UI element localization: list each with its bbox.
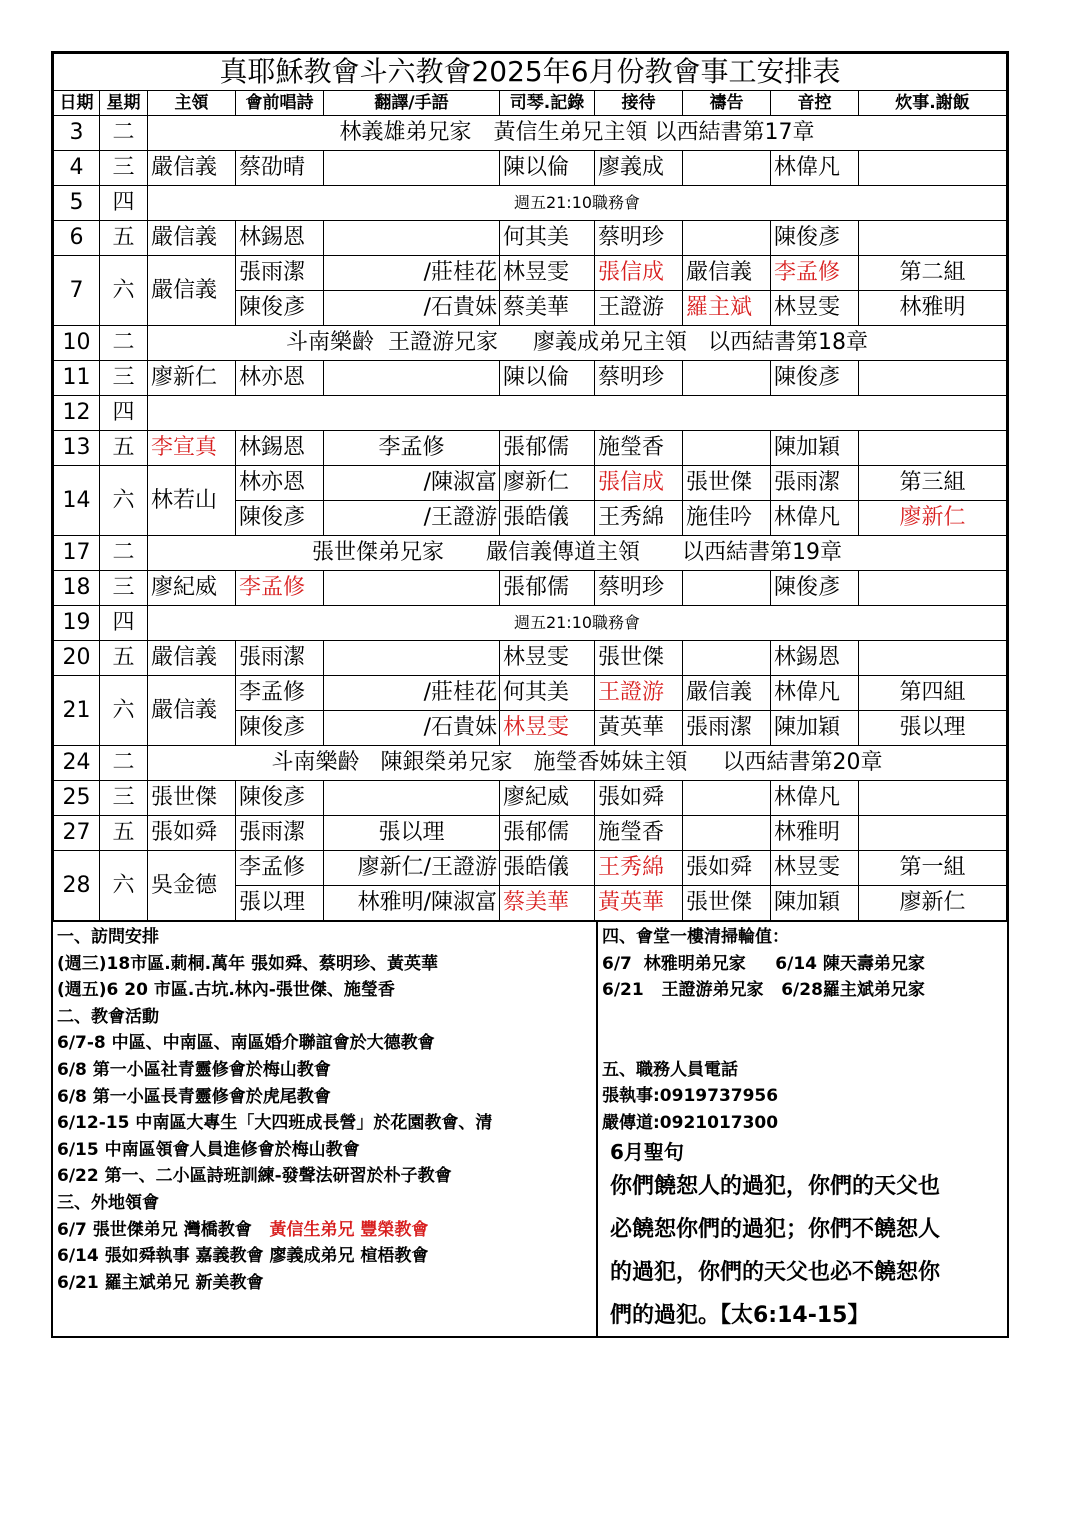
table-row [54,816,1007,851]
usher-cell: 施瑩香 [595,431,683,466]
song-cell: 李孟修 [236,676,324,711]
notes-right-panel [598,922,1007,1336]
prayer-cell: 嚴信義 [683,676,771,711]
prayer-cell [683,151,771,186]
table-row [54,606,1007,641]
sound-cell: 陳加穎 [771,886,859,921]
translation-cell [324,151,500,186]
piano-cell: 張皓儀 [500,851,595,886]
piano-cell: 廖新仁 [500,466,595,501]
external-lead-item: 6/21 羅主斌弟兄 新美教會 [57,1272,264,1293]
day-cell: 五 [100,641,148,676]
external-lead-item [57,1217,596,1244]
col-header-leader: 主領 [148,91,236,116]
usher-cell: 施瑩香 [595,816,683,851]
leader-cell: 李宣真 [148,431,236,466]
prayer-cell [683,781,771,816]
date-cell: 21 [54,676,100,746]
external-lead-text: 6/7 張世傑弟兄 灣橋教會 [57,1219,252,1240]
cooking-cell: 第一組 [859,851,1007,886]
prayer-cell [683,361,771,396]
cooking-cell: 廖新仁 [859,501,1007,536]
leader-cell: 嚴信義 [148,676,236,746]
cooking-cell: 第二組 [859,256,1007,291]
usher-cell: 蔡明珍 [595,221,683,256]
note-cell: 斗南樂齡 陳銀榮弟兄家 施瑩香姊妹主領 以西結書第20章 [148,746,1007,781]
day-cell: 五 [100,221,148,256]
piano-cell: 陳以倫 [500,151,595,186]
song-cell: 張雨潔 [236,256,324,291]
piano-cell: 林昱雯 [500,256,595,291]
usher-cell: 王證游 [595,291,683,326]
usher-cell: 王證游 [595,676,683,711]
prayer-cell: 張世傑 [683,886,771,921]
translation-cell [324,221,500,256]
notes-left-panel [53,922,598,1336]
cooking-cell [859,641,1007,676]
table-row [54,151,1007,186]
activity-item: 6/22 第一、二小區詩班訓練-發聲法研習於朴子教會 [57,1166,452,1187]
table-row [54,116,1007,151]
cooking-cell: 林雅明 [859,291,1007,326]
sound-cell: 林偉凡 [771,501,859,536]
day-cell: 二 [100,326,148,361]
table-row [54,431,1007,466]
cooking-cell: 第四組 [859,676,1007,711]
sound-cell: 陳俊彥 [771,571,859,606]
visit-item: (週五)6 20 市區.古坑.林內-張世傑、施瑩香 [57,980,395,1001]
phone-item: 張執事:0919737956 [602,1086,779,1107]
song-cell: 張雨潔 [236,816,324,851]
leader-cell: 張世傑 [148,781,236,816]
date-cell: 24 [54,746,100,781]
prayer-cell [683,816,771,851]
table-row [54,571,1007,606]
date-cell: 27 [54,816,100,851]
date-cell: 3 [54,116,100,151]
translation-cell: /莊桂花 [324,256,500,291]
col-header-cooking: 炊事.謝飯 [859,91,1007,116]
col-header-prayer: 禱告 [683,91,771,116]
date-cell: 20 [54,641,100,676]
cooking-cell [859,816,1007,851]
usher-cell: 蔡明珍 [595,361,683,396]
prayer-cell: 嚴信義 [683,256,771,291]
note-cell: 林義雄弟兄家 黃信生弟兄主領 以西結書第17章 [148,116,1007,151]
table-row [54,186,1007,221]
activity-item: 6/8 第一小區長青靈修會於虎尾教會 [57,1086,331,1107]
usher-cell: 張如舜 [595,781,683,816]
visit-title: 一、訪問安排 [57,927,159,947]
piano-cell: 林昱雯 [500,641,595,676]
day-cell: 四 [100,186,148,221]
leader-cell: 嚴信義 [148,256,236,326]
sound-cell: 林偉凡 [771,676,859,711]
sound-cell: 陳俊彥 [771,221,859,256]
prayer-cell [683,641,771,676]
cooking-cell: 廖新仁 [859,886,1007,921]
usher-cell: 廖義成 [595,151,683,186]
cooking-cell [859,151,1007,186]
date-cell: 10 [54,326,100,361]
external-lead-highlight: 黃信生弟兄 豐榮教會 [269,1219,429,1240]
usher-cell: 黃英華 [595,886,683,921]
cooking-cell [859,781,1007,816]
date-cell: 4 [54,151,100,186]
day-cell: 三 [100,361,148,396]
day-cell: 四 [100,606,148,641]
verse-line: 們的過犯。【太6:14-15】 [610,1303,870,1329]
notes-section [53,921,1007,1336]
leader-cell: 嚴信義 [148,221,236,256]
date-cell: 14 [54,466,100,536]
song-cell: 陳俊彥 [236,711,324,746]
translation-cell: /石貴妹 [324,711,500,746]
note-cell: 張世傑弟兄家 嚴信義傳道主領 以西結書第19章 [148,536,1007,571]
schedule-table [53,53,1007,921]
usher-cell: 張信成 [595,256,683,291]
sound-cell: 林偉凡 [771,781,859,816]
song-cell: 李孟修 [236,851,324,886]
piano-cell: 蔡美華 [500,291,595,326]
phone-title: 五、職務人員電話 [602,1059,738,1080]
activity-item: 6/15 中南區領會人員進修會於梅山教會 [57,1139,360,1160]
translation-cell: /莊桂花 [324,676,500,711]
page-title: 真耶穌教會斗六教會2025年6月份教會事工安排表 [54,54,1007,91]
activity-item: 6/12-15 中南區大專生「大四班成長營」於花園教會、清 [57,1113,493,1134]
prayer-cell [683,431,771,466]
translation-cell [324,641,500,676]
song-cell: 林錫恩 [236,431,324,466]
piano-cell: 張皓儀 [500,501,595,536]
usher-cell: 王秀綿 [595,851,683,886]
song-cell: 陳俊彥 [236,781,324,816]
date-cell: 18 [54,571,100,606]
day-cell: 六 [100,256,148,326]
verse-line: 你們饒恕人的過犯，你們的天父也 [610,1174,941,1200]
translation-cell: /石貴妹 [324,291,500,326]
sound-cell: 張雨潔 [771,466,859,501]
cooking-cell [859,361,1007,396]
phone-item: 嚴傳道:0921017300 [602,1112,779,1133]
date-cell: 7 [54,256,100,326]
table-row [54,361,1007,396]
date-cell: 17 [54,536,100,571]
cooking-cell [859,221,1007,256]
table-row [54,851,1007,886]
date-cell: 12 [54,396,100,431]
col-header-song: 會前唱詩 [236,91,324,116]
cooking-cell [859,571,1007,606]
note-cell: 週五21:10職務會 [148,186,1007,221]
day-cell: 四 [100,396,148,431]
verse-line: 的過犯，你們的天父也必不饒恕你 [610,1260,941,1286]
day-cell: 三 [100,781,148,816]
table-row [54,221,1007,256]
day-cell: 六 [100,676,148,746]
prayer-cell: 羅主斌 [683,291,771,326]
col-header-translation: 翻譯/手語 [324,91,500,116]
song-cell: 林亦恩 [236,466,324,501]
verse-line: 必饒恕你們的過犯；你們不饒恕人 [610,1217,941,1243]
leader-cell: 廖新仁 [148,361,236,396]
prayer-cell: 張雨潔 [683,711,771,746]
day-cell: 三 [100,151,148,186]
table-row [54,326,1007,361]
sound-cell: 林偉凡 [771,151,859,186]
translation-cell: /王證游 [324,501,500,536]
piano-cell: 林昱雯 [500,711,595,746]
note-cell: 斗南樂齡 王證游兄家 廖義成弟兄主領 以西結書第18章 [148,326,1007,361]
note-cell [148,396,1007,431]
usher-cell: 黃英華 [595,711,683,746]
translation-cell [324,361,500,396]
day-cell: 六 [100,851,148,921]
table-row [54,746,1007,781]
song-cell: 陳俊彥 [236,291,324,326]
activity-title: 二、教會活動 [57,1006,159,1027]
col-header-piano: 司琴.記錄 [500,91,595,116]
date-cell: 28 [54,851,100,921]
prayer-cell [683,571,771,606]
date-cell: 25 [54,781,100,816]
col-header-day: 星期 [100,91,148,116]
translation-cell [324,571,500,606]
day-cell: 二 [100,746,148,781]
table-row [54,536,1007,571]
usher-cell: 張信成 [595,466,683,501]
translation-cell: /陳淑富 [324,466,500,501]
table-row [54,466,1007,501]
sound-cell: 陳加穎 [771,711,859,746]
sound-cell: 陳加穎 [771,431,859,466]
translation-cell: 張以理 [324,816,500,851]
piano-cell: 張郁儒 [500,571,595,606]
song-cell: 林亦恩 [236,361,324,396]
piano-cell: 廖紀威 [500,781,595,816]
col-header-sound: 音控 [771,91,859,116]
leader-cell: 吳金德 [148,851,236,921]
piano-cell: 何其美 [500,221,595,256]
usher-cell: 蔡明珍 [595,571,683,606]
spacer [602,1004,1007,1057]
day-cell: 二 [100,536,148,571]
date-cell: 6 [54,221,100,256]
translation-cell [324,781,500,816]
cleaning-item: 6/7 林雅明弟兄家 6/14 陳天壽弟兄家 [602,953,925,974]
sound-cell: 林雅明 [771,816,859,851]
col-header-usher: 接待 [595,91,683,116]
cooking-cell [859,431,1007,466]
usher-cell: 王秀綿 [595,501,683,536]
leader-cell: 嚴信義 [148,641,236,676]
day-cell: 三 [100,571,148,606]
activity-item: 6/7-8 中區、中南區、南區婚介聯誼會於大德教會 [57,1033,435,1054]
piano-cell: 蔡美華 [500,886,595,921]
day-cell: 二 [100,116,148,151]
date-cell: 19 [54,606,100,641]
date-cell: 5 [54,186,100,221]
song-cell: 張雨潔 [236,641,324,676]
sound-cell: 陳俊彥 [771,361,859,396]
song-cell: 李孟修 [236,571,324,606]
sound-cell: 李孟修 [771,256,859,291]
activity-item: 6/8 第一小區社青靈修會於梅山教會 [57,1059,331,1080]
sound-cell: 林昱雯 [771,291,859,326]
piano-cell: 陳以倫 [500,361,595,396]
external-lead-title: 三、外地領會 [57,1192,159,1213]
col-header-date: 日期 [54,91,100,116]
schedule-sheet [51,51,1009,1338]
leader-cell: 嚴信義 [148,151,236,186]
day-cell: 五 [100,816,148,851]
prayer-cell: 張世傑 [683,466,771,501]
day-cell: 五 [100,431,148,466]
song-cell: 陳俊彥 [236,501,324,536]
visit-item: (週三)18市區.莿桐.萬年 張如舜、蔡明珍、黃英華 [57,953,439,974]
sound-cell: 林昱雯 [771,851,859,886]
leader-cell: 林若山 [148,466,236,536]
leader-cell: 張如舜 [148,816,236,851]
date-cell: 13 [54,431,100,466]
piano-cell: 張郁儒 [500,431,595,466]
translation-cell: 廖新仁/王證游 [324,851,500,886]
date-cell: 11 [54,361,100,396]
cooking-cell: 張以理 [859,711,1007,746]
table-row [54,781,1007,816]
translation-cell: 李孟修 [324,431,500,466]
table-row [54,676,1007,711]
prayer-cell: 張如舜 [683,851,771,886]
translation-cell: 林雅明/陳淑富 [324,886,500,921]
note-cell: 週五21:10職務會 [148,606,1007,641]
prayer-cell: 施佳吟 [683,501,771,536]
table-row [54,396,1007,431]
usher-cell: 張世傑 [595,641,683,676]
sound-cell: 林錫恩 [771,641,859,676]
piano-cell: 何其美 [500,676,595,711]
leader-cell: 廖紀威 [148,571,236,606]
day-cell: 六 [100,466,148,536]
cleaning-item: 6/21 王證游弟兄家 6/28羅主斌弟兄家 [602,980,925,1001]
cooking-cell: 第三組 [859,466,1007,501]
cleaning-title: 四、會堂一樓清掃輪值： [602,927,789,947]
table-row [54,641,1007,676]
external-lead-item: 6/14 張如舜執事 嘉義教會 廖義成弟兄 楦梧教會 [57,1246,429,1267]
piano-cell: 張郁儒 [500,816,595,851]
table-row [54,256,1007,291]
header-row [54,91,1007,116]
verse-title: 6月聖句 [610,1139,684,1164]
prayer-cell [683,221,771,256]
song-cell: 林錫恩 [236,221,324,256]
song-cell: 張以理 [236,886,324,921]
song-cell: 蔡劭晴 [236,151,324,186]
